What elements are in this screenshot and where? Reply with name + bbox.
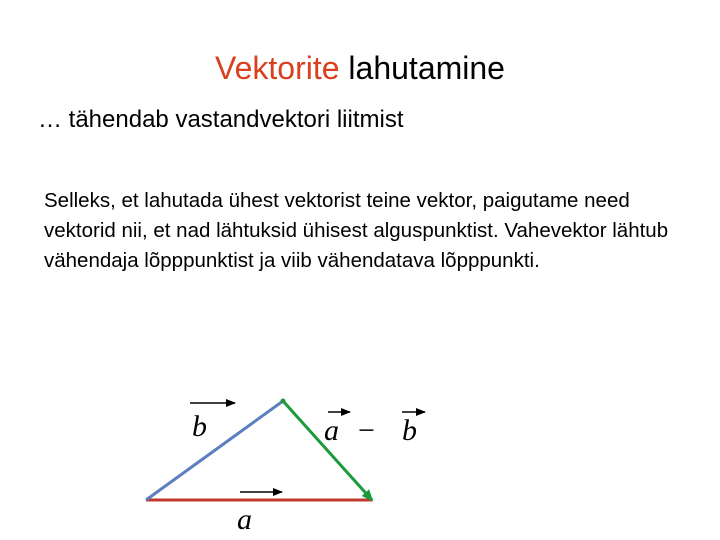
label-diff-a: a	[324, 414, 339, 447]
label-b: b	[192, 410, 207, 443]
label-b-group	[190, 403, 235, 443]
title-accent: Vektorite	[215, 50, 340, 86]
label-diff-b: b	[402, 414, 417, 447]
label-a: a	[237, 503, 252, 536]
title-rest: lahutamine	[348, 50, 505, 86]
vector-b-line	[146, 401, 283, 500]
slide-subtitle: … tähendab vastandvektori liitmist	[38, 106, 404, 133]
label-diff-minus: −	[358, 414, 375, 447]
label-a-minus-b-group	[324, 412, 425, 447]
body-text: Selleks, et lahutada ühest vektorist teine vektor, paigutame need vektorid nii, et nad lähtuksid ühisest alguspunktist. Vahevektor lähtub vähendaja lõpppunktist ja viib vähendatava lõpppunkti.	[44, 189, 669, 272]
